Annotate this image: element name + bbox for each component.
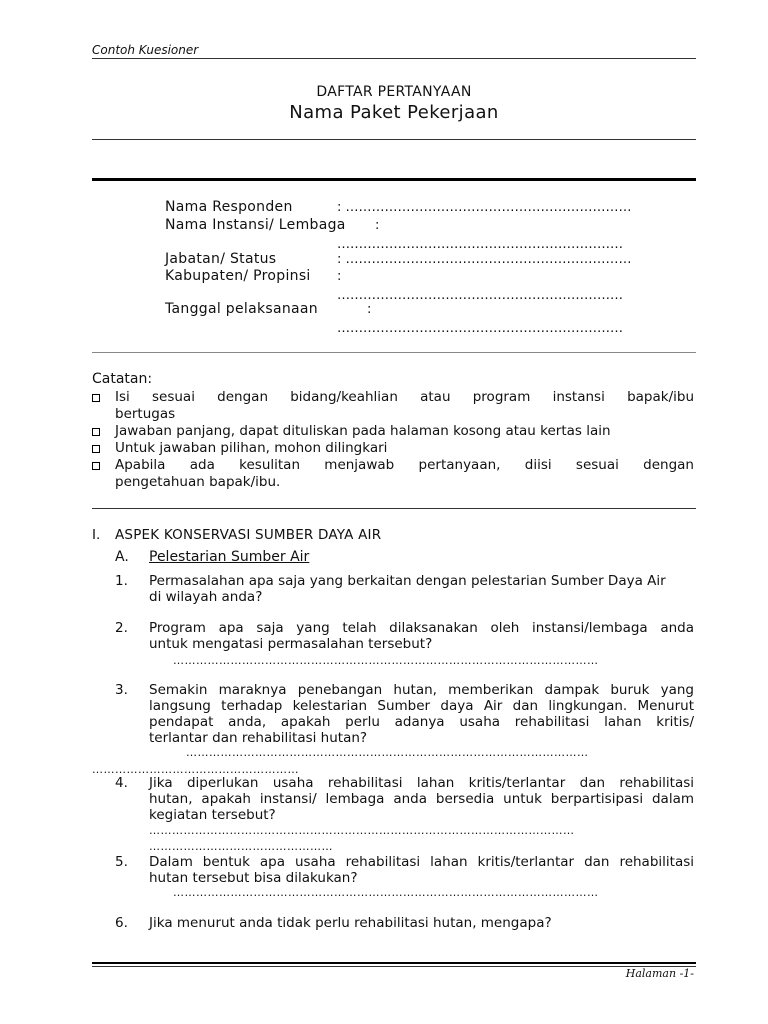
question-line: hutan tersebut bisa dilakukan? <box>149 870 358 886</box>
respondent-name-field[interactable] <box>337 200 632 215</box>
colon: : <box>337 200 342 215</box>
checkbox-bullet-icon <box>92 428 100 436</box>
region-label: Kabupaten/ Propinsi <box>165 268 311 284</box>
respondent-name-label: Nama Responden <box>165 199 293 215</box>
fill-line: ………………………………………………………… <box>345 200 632 215</box>
section-number: I. <box>92 527 101 543</box>
title-rule-thick <box>92 178 696 181</box>
institution-label: Nama Instansi/ Lembaga <box>165 217 346 233</box>
checkbox-bullet-icon <box>92 394 100 402</box>
question-text <box>149 854 694 886</box>
question-line: Permasalahan apa saja yang berkaitan dengan pelestarian Sumber Daya Air <box>149 573 666 589</box>
question-line: Program apa saja yang telah dilaksanakan oleh instansi/lembaga anda <box>149 620 694 636</box>
date-field[interactable]: ………………………………………………………… <box>337 321 623 336</box>
question-number: 4. <box>115 775 128 791</box>
question-line: pendapat anda, apakah perlu adanya usaha rehabilitasi lahan kritis/ <box>149 714 694 730</box>
question-number: 3. <box>115 682 128 698</box>
region-colon: : <box>337 269 342 284</box>
note-text-cont: pengetahuan bapak/ibu. <box>115 474 281 490</box>
answer-line[interactable]: ………………………………………………………………………………………………… <box>173 654 599 667</box>
question-number: 6. <box>115 915 128 931</box>
note-text: Untuk jawaban pilihan, mohon dilingkari <box>115 440 388 456</box>
question-line: untuk mengatasi permasalahan tersebut? <box>149 636 433 652</box>
notes-divider <box>92 508 696 509</box>
institution-field[interactable]: ………………………………………………………… <box>337 237 623 252</box>
title-rule-thin <box>92 139 696 140</box>
header-note: Contoh Kuesioner <box>92 43 199 57</box>
date-colon: : <box>367 302 372 317</box>
answer-line[interactable]: ………………………………………………………………………………………………… <box>173 886 599 899</box>
note-text: Apabila ada kesulitan menjawab pertanyaan, diisi sesuai dengan <box>115 457 694 473</box>
note-text: Isi sesuai dengan bidang/keahlian atau program instansi bapak/ibu <box>115 389 694 405</box>
question-line: Semakin maraknya penebangan hutan, memberikan dampak buruk yang <box>149 682 694 698</box>
note-text-cont: bertugas <box>115 406 176 422</box>
institution-colon: : <box>375 218 380 233</box>
footer-rule-thick <box>92 962 696 964</box>
note-item <box>92 423 694 440</box>
note-item <box>92 457 694 491</box>
position-field[interactable] <box>337 252 632 267</box>
answer-line[interactable]: ………………………………………………………………………………………………… <box>149 824 575 837</box>
colon: : <box>337 252 342 267</box>
question-line: Jika diperlukan usaha rehabilitasi lahan kritis/terlantar dan rehabilitasi <box>149 775 694 791</box>
question-text <box>149 573 694 605</box>
note-text: Jawaban panjang, dapat dituliskan pada halaman kosong atau kertas lain <box>115 423 611 439</box>
question-text <box>149 915 694 931</box>
question-text <box>149 620 694 652</box>
subsection-letter: A. <box>115 549 129 565</box>
position-label: Jabatan/ Status <box>165 251 277 267</box>
header-rule <box>92 58 696 59</box>
question-number: 5. <box>115 854 128 870</box>
section-title: ASPEK KONSERVASI SUMBER DAYA AIR <box>115 527 382 543</box>
checkbox-bullet-icon <box>92 462 100 470</box>
question-line: terlantar dan rehabilitasi hutan? <box>149 730 368 746</box>
note-item <box>92 440 694 457</box>
question-line: kegiatan tersebut? <box>149 807 276 823</box>
answer-line[interactable]: ……………………………………………… <box>92 763 299 776</box>
answer-line[interactable]: …………………………………………………………………………………………… <box>186 746 589 759</box>
subsection-title: Pelestarian Sumber Air <box>149 549 310 565</box>
page-number: Halaman -1- <box>625 967 694 980</box>
date-label: Tanggal pelaksanaan <box>165 301 318 317</box>
region-field[interactable]: ………………………………………………………… <box>337 288 623 303</box>
question-number: 2. <box>115 620 128 636</box>
question-line: langsung terhadap kelestarian Sumber daya Air dan lingkungan. Menurut <box>149 698 694 714</box>
page-subtitle: Nama Paket Pekerjaan <box>289 102 499 123</box>
question-line: hutan, apakah instansi/ lembaga anda bersedia untuk berpartisipasi dalam <box>149 791 694 807</box>
question-text <box>149 775 694 823</box>
question-line: di wilayah anda? <box>149 589 263 605</box>
fill-line: ………………………………………………………… <box>345 252 632 267</box>
question-line: Jika menurut anda tidak perlu rehabilitasi hutan, mengapa? <box>149 915 552 931</box>
form-divider <box>92 352 696 353</box>
answer-line[interactable]: ………………………………………… <box>149 840 333 853</box>
checkbox-bullet-icon <box>92 445 100 453</box>
question-line: Dalam bentuk apa usaha rehabilitasi lahan kritis/terlantar dan rehabilitasi <box>149 854 694 870</box>
question-text <box>149 682 694 746</box>
footer-rule-thin <box>92 966 696 967</box>
notes-title: Catatan: <box>92 371 153 387</box>
question-number: 1. <box>115 573 128 589</box>
note-item <box>92 389 694 423</box>
page-title: DAFTAR PERTANYAAN <box>316 84 472 100</box>
